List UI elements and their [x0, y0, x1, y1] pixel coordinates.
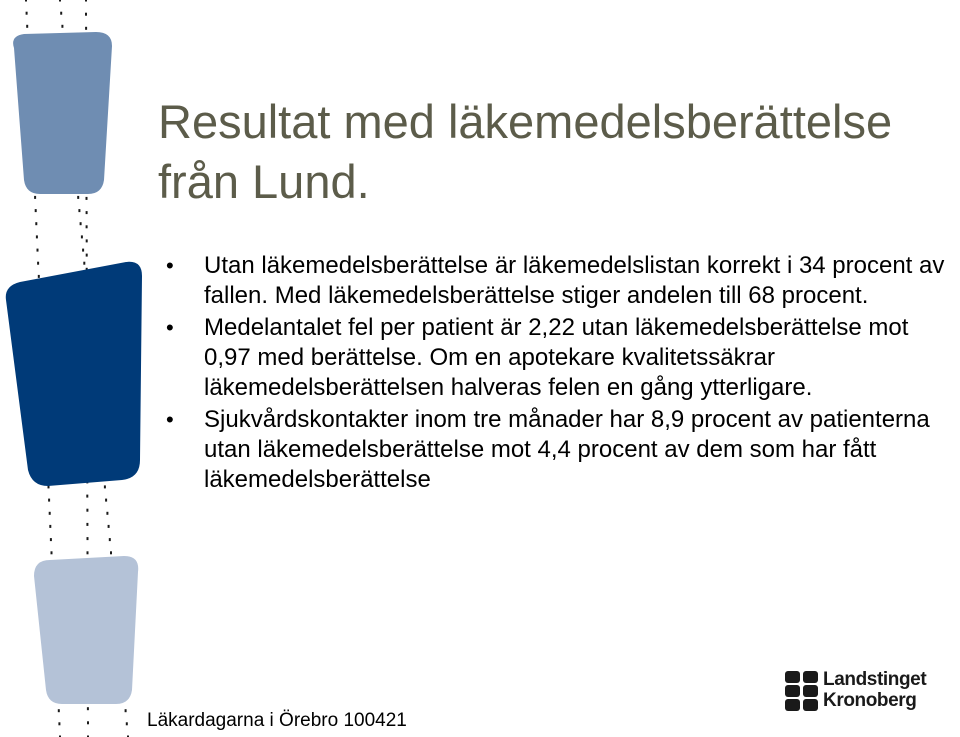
bullet-dot-icon: •: [166, 315, 174, 340]
logo-mark-icon: [785, 671, 819, 711]
top-tile-shape: [13, 32, 112, 194]
decorative-dot: [49, 525, 51, 528]
decorative-dot: [87, 551, 89, 554]
bullet-dot-icon: •: [166, 407, 174, 432]
decorative-dot: [78, 209, 80, 212]
logo-line-2: Kronoberg: [823, 690, 917, 711]
decorative-dot: [110, 551, 112, 554]
decorative-dot: [82, 249, 84, 252]
decorative-dot: [85, 0, 87, 2]
decorative-dot: [85, 13, 87, 16]
bullet-dot-icon: •: [166, 253, 174, 278]
slide-title: Resultat med läkemedelsberättelse från Lund.: [158, 95, 893, 208]
bullet-list: [166, 251, 956, 497]
decorative-dot: [86, 197, 88, 200]
decorative-dot: [105, 499, 107, 502]
middle-tile-shape: [6, 262, 142, 486]
bullet-text-3: Sjukvårdskontakter inom tre månader har 8,9 procent av patienterna utan läkemedelsberättelse mot 4,4 procent av dem som har fått läkemedelsberättelse: [204, 406, 930, 493]
decorative-dot: [35, 209, 37, 212]
decorative-dot: [51, 551, 53, 554]
decorative-dot: [108, 525, 110, 528]
decorative-dot: [25, 0, 27, 2]
decorative-dot: [80, 222, 82, 225]
decorative-dot: [86, 239, 88, 242]
bullet-item-2: [166, 313, 956, 403]
logo-line-1: Landstinget: [823, 669, 927, 690]
decorative-dot: [61, 25, 63, 28]
decorative-dot: [37, 262, 39, 265]
landstinget-kronoberg-logo: [785, 668, 940, 714]
decorative-dot: [86, 225, 88, 228]
decorative-dot: [86, 254, 88, 257]
bullet-item-1: [166, 251, 956, 311]
decorative-dot: [86, 495, 88, 498]
decorative-dot: [83, 262, 85, 265]
decorative-dot: [77, 196, 79, 199]
decorative-dot: [50, 538, 52, 541]
decorative-dot: [60, 12, 62, 15]
decorative-dot: [86, 211, 88, 214]
decorative-dot: [49, 512, 51, 515]
decorative-dot: [86, 523, 88, 526]
decorative-dot: [104, 485, 106, 488]
decorative-dot: [26, 25, 28, 28]
decorative-dot: [26, 12, 28, 15]
decorative-dot: [34, 196, 36, 199]
decorative-dot: [85, 27, 87, 30]
bottom-tile-shape: [34, 556, 138, 704]
decorative-dot: [109, 538, 111, 541]
decorative-dot: [86, 509, 88, 512]
decorative-dot: [58, 722, 60, 725]
decorative-dot: [38, 275, 40, 278]
decorative-dot: [125, 709, 127, 712]
decorative-dot: [87, 707, 89, 710]
bullet-text-2: Medelantalet fel per patient är 2,22 utan läkemedelsberättelse mot 0,97 med berättelse. Om en apotekare kvalitetssäkrar läkemedelsberättelsen halveras felen en gång ytterligare.: [204, 314, 909, 401]
decorative-dot: [81, 235, 83, 238]
decorative-side-graphic: [0, 0, 170, 737]
decorative-dot: [37, 249, 39, 252]
decorative-dot: [87, 537, 89, 540]
decorative-dot: [59, 0, 61, 2]
footer-text: Läkardagarna i Örebro 100421: [147, 710, 407, 731]
decorative-dot: [58, 709, 60, 712]
decorative-dot: [48, 499, 50, 502]
bullet-item-3: [166, 405, 956, 495]
decorative-dot: [36, 235, 38, 238]
decorative-dot: [35, 222, 37, 225]
bullet-text-1: Utan läkemedelsberättelse är läkemedelslistan korrekt i 34 procent av fallen. Med läkemedelsberättelse stiger andelen till 68 procent.: [204, 252, 945, 309]
decorative-dot: [126, 722, 128, 725]
decorative-dot: [87, 721, 89, 724]
decorative-dot: [106, 512, 108, 515]
